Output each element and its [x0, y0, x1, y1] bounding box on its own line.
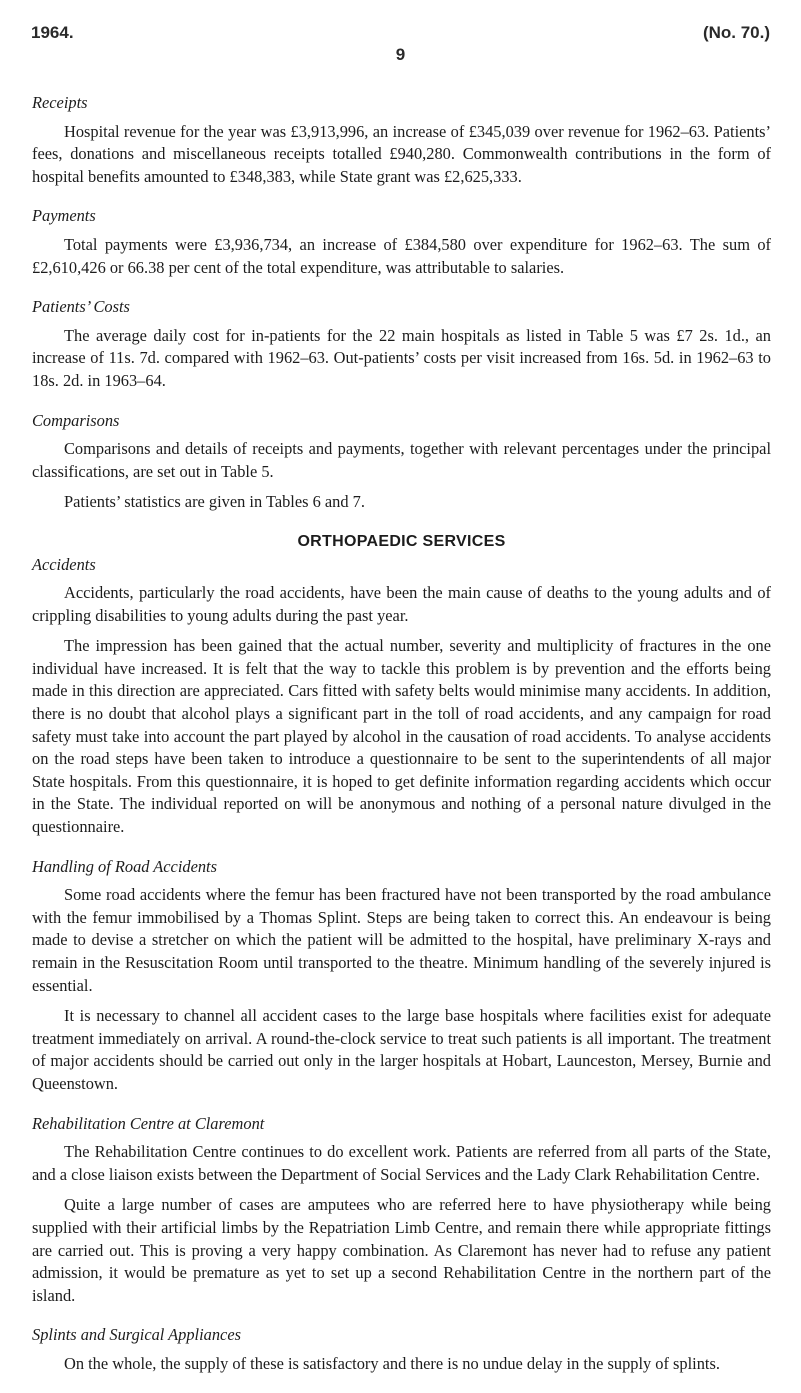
page-number: 9 — [395, 45, 406, 64]
paragraph: Patients’ statistics are given in Tables 6 and 7. — [64, 492, 365, 512]
paragraph: The impression has been gained that the actual number, severity and multiplicity of fractures in the one individual have increased. It is felt that the way to tackle this problem is by prevention and the efforts being made in this direction are appreciated. Cars fitted with safety belts would minimise many accidents. In addition, there is no doubt that alcohol plays a significant part in the toll of road accidents, and any campaign for road safety must take into account the part played by alcohol in the causation of road accidents. To analyse accidents on the road steps have been taken to introduce a questionnaire to be sent to the superintendents of all major State hospitals. From this questionnaire, it is hoped to get definite information regarding accidents which occur in the State. The individual reported on will be anonymous and nothing of a personal nature divulged in the questionnaire. — [32, 636, 771, 837]
main-heading: ORTHOPAEDIC SERVICES — [297, 532, 506, 550]
section-title: Rehabilitation Centre at Claremont — [32, 1113, 265, 1133]
section-title: Patients’ Costs — [32, 297, 130, 317]
section-splints-appliances — [32, 1324, 771, 1375]
paragraph: Comparisons and details of receipts and payments, together with relevant percentages under the principal classifications, are set out in Table 5. — [32, 439, 771, 481]
document-body — [32, 92, 771, 1393]
section-title: Accidents — [32, 554, 96, 574]
paragraph: The average daily cost for in-patients for the 22 main hospitals as listed in Table 5 was £7 2s. 1d., an increase of 11s. 7d. compared with 1962–63. Out-patients’ costs per visit increased from 16s. 5d. in 1962–63 to 18s. 2d. in 1963–64. — [32, 325, 771, 390]
paper-number: (No. 70.) — [702, 23, 770, 42]
section-handling-road-accidents — [32, 856, 771, 1096]
paragraph: Quite a large number of cases are amputees who are referred here to have physiotherapy while being supplied with their artificial limbs by the Repatriation Limb Centre, and remain there while appropriate fittings are carried out. This is proving a very happy combination. As Claremont has never had to refuse any patient admission, it would be premature as yet to set up a second Rehabilitation Centre in the northern part of the island. — [32, 1195, 771, 1305]
section-comparisons — [32, 410, 771, 514]
paragraph: Some road accidents where the femur has been fractured have not been transported by the road ambulance with the femur immobilised by a Thomas Splint. Steps are being taken to correct this. An endeavour is being made to devise a stretcher on which the patient will be admitted to the hospital, have preliminary X-rays and remain in the Resuscitation Room until transported to the theatre. Minimum handling of the severely injured is essential. — [32, 885, 771, 995]
section-patients-costs — [32, 296, 771, 392]
paragraph: Hospital revenue for the year was £3,913,996, an increase of £345,039 over revenue for 1962–63. Patients’ fees, donations and miscellaneous receipts totalled £940,280. Commonwealth contributions in the form of hospital benefits amounted to £348,383, while State grant was £2,625,333. — [32, 121, 771, 186]
paragraph: Accidents, particularly the road accidents, have been the main cause of deaths to the young adults and of crippling disabilities to young adults during the past year. — [32, 583, 771, 625]
section-receipts — [32, 92, 771, 188]
paragraph: It is necessary to channel all accident cases to the large base hospitals where facilities exist for adequate treatment immediately on arrival. A round-the-clock service to treat such patients is all important. The treatment of major accidents should be carried out only in the larger hospitals at Hobart, Launceston, Mersey, Burnie and Queenstown. — [32, 1006, 771, 1093]
section-title: Comparisons — [32, 410, 120, 430]
section-accidents — [32, 554, 771, 839]
section-title: Payments — [32, 206, 96, 226]
section-payments — [32, 205, 771, 279]
year-label: 1964. — [31, 23, 74, 42]
section-title: Splints and Surgical Appliances — [32, 1325, 241, 1345]
paragraph: On the whole, the supply of these is satisfactory and there is no undue delay in the supply of splints. — [64, 1353, 720, 1373]
section-title: Handling of Road Accidents — [32, 856, 217, 876]
paragraph: The Rehabilitation Centre continues to do excellent work. Patients are referred from all parts of the State, and a close liaison exists between the Department of Social Services and the Lady Clark Rehabilitation Centre. — [32, 1142, 771, 1184]
paragraph: Total payments were £3,936,734, an increase of £384,580 over expenditure for 1962–63. The sum of £2,610,426 or 66.38 per cent of the total expenditure, was attributable to salaries. — [32, 234, 771, 277]
section-rehabilitation-centre — [32, 1113, 771, 1308]
section-title: Receipts — [32, 93, 88, 112]
